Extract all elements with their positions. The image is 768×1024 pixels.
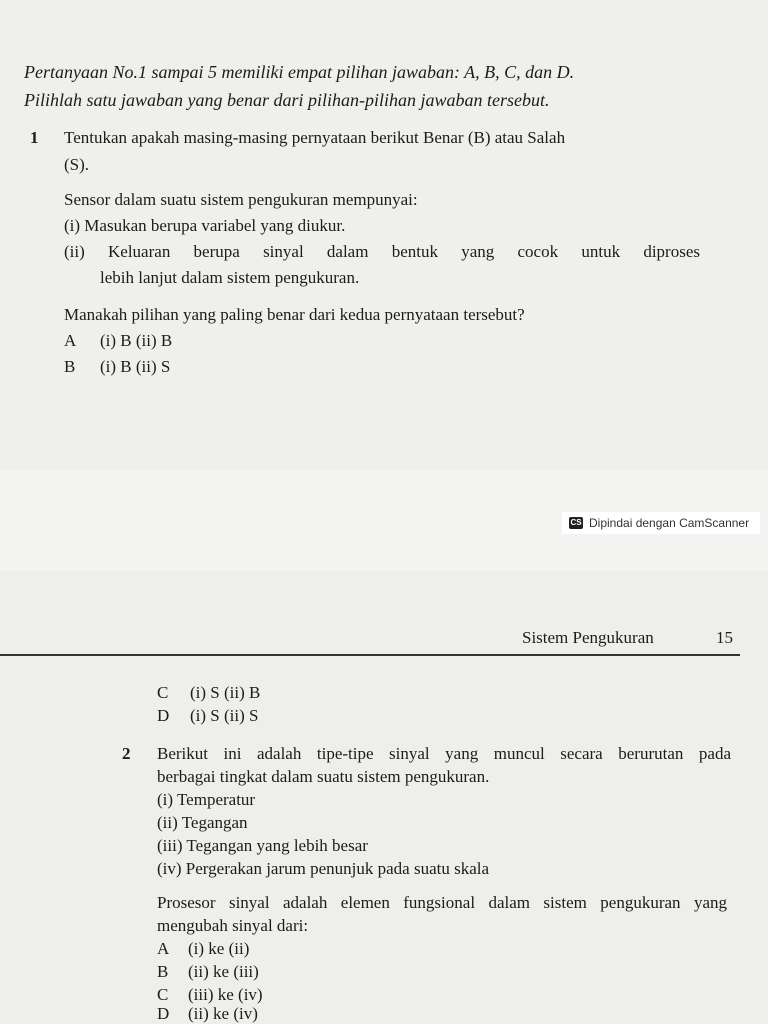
question-2-prompt-line-2: berbagai tingkat dalam suatu sistem pengukuran. [157, 767, 490, 786]
question-1-ask: Manakah pilihan yang paling benar dari kedua pernyataan tersebut? [64, 305, 525, 324]
question-1-context: Sensor dalam suatu sistem pengukuran mempunyai: [64, 190, 418, 209]
question-2-prompt-line-1: Berikut ini adalah tipe-tipe sinyal yang muncul secara berurutan pada [157, 744, 731, 763]
question-1-option-c-letter: C [157, 683, 169, 702]
page-header-number: 15 [716, 628, 733, 647]
question-2-context-line-1: Prosesor sinyal adalah elemen fungsional dalam sistem pengukuran yang [157, 893, 727, 912]
question-2-option-b-text: (ii) ke (iii) [188, 962, 259, 981]
question-1-option-c-text: (i) S (ii) B [190, 683, 261, 702]
question-1-option-a-letter: A [64, 331, 77, 350]
question-1-option-b-letter: B [64, 357, 76, 376]
question-2-item-2: (ii) Tegangan [157, 813, 248, 832]
question-2-option-a-letter: A [157, 939, 170, 958]
question-1-statement-1: (i) Masukan berupa variabel yang diukur. [64, 216, 346, 235]
question-2-item-3: (iii) Tegangan yang lebih besar [157, 836, 368, 855]
question-1-prompt-line-1: Tentukan apakah masing-masing pernyataan berikut Benar (B) atau Salah [64, 128, 566, 147]
question-2-option-a-text: (i) ke (ii) [188, 939, 250, 958]
question-1-statement-2-line-2: lebih lanjut dalam sistem pengukuran. [100, 268, 360, 287]
instructions-line-1: Pertanyaan No.1 sampai 5 memiliki empat pilihan jawaban: A, B, C, dan D. [24, 62, 575, 82]
question-2-item-1: (i) Temperatur [157, 790, 256, 809]
camscanner-badge [562, 512, 760, 534]
page-header-title: Sistem Pengukuran [522, 628, 654, 647]
page-header-rule [0, 654, 740, 656]
question-2-option-b-letter: B [157, 962, 169, 981]
question-2-option-c-text: (iii) ke (iv) [188, 985, 263, 1004]
question-2-item-4: (iv) Pergerakan jarum penunjuk pada suatu skala [157, 859, 490, 878]
question-1-option-d-letter: D [157, 706, 170, 725]
question-1-option-a-text: (i) B (ii) B [100, 331, 173, 350]
question-2-option-c-letter: C [157, 985, 169, 1004]
question-1-number: 1 [30, 128, 39, 147]
question-1-option-b-text: (i) B (ii) S [100, 357, 171, 376]
question-1-option-d-text: (i) S (ii) S [190, 706, 259, 725]
camscanner-badge-text: Dipindai dengan CamScanner [589, 516, 750, 530]
question-2-context-line-2: mengubah sinyal dari: [157, 916, 309, 935]
question-2-option-d-text: (ii) ke (iv) [188, 1004, 258, 1023]
instructions-line-2: Pilihlah satu jawaban yang benar dari pilihan-pilihan jawaban tersebut. [24, 90, 550, 110]
camscanner-icon: CS [570, 518, 582, 527]
question-1-statement-2-line-1: (ii) Keluaran berupa sinyal dalam bentuk yang cocok untuk diproses [64, 242, 700, 261]
question-1-prompt-line-2: (S). [64, 155, 90, 174]
question-2-number: 2 [122, 744, 131, 763]
question-2-option-d-letter: D [157, 1004, 170, 1023]
